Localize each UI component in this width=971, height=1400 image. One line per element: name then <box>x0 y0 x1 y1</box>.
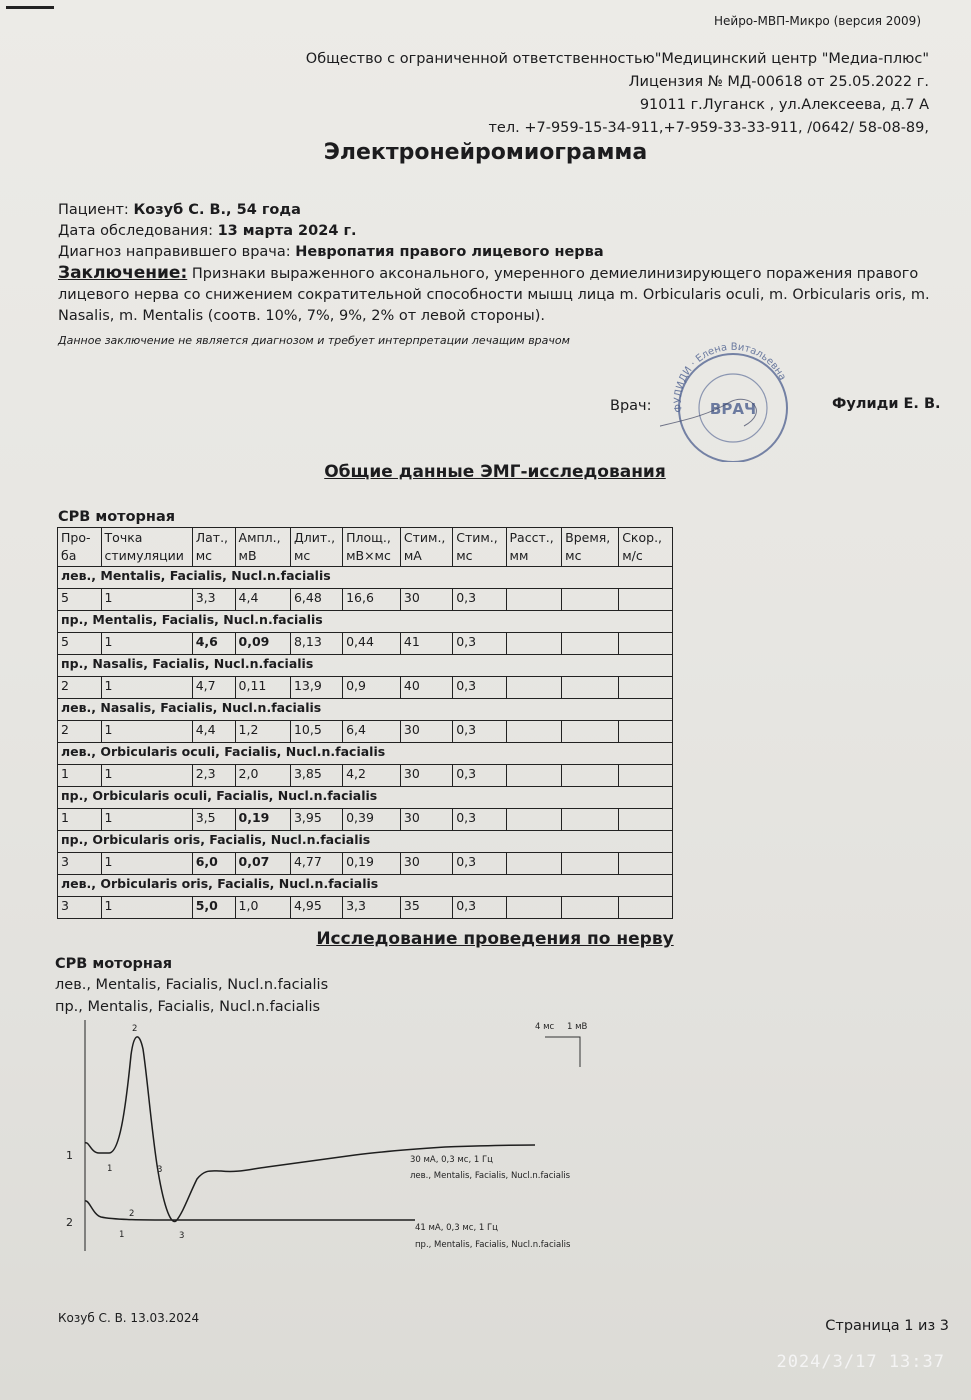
table-cell <box>506 633 562 655</box>
table-row <box>58 809 673 831</box>
diagnosis-value: Невропатия правого лицевого нерва <box>295 244 604 260</box>
table-cell: 1,0 <box>235 897 290 919</box>
trace-2-stim: 41 мА, 0,3 мс, 1 Гц <box>415 1223 498 1233</box>
table-group-row <box>58 655 673 677</box>
group-name: лев., Orbicularis oculi, Facialis, Nucl.n.facialis <box>58 743 673 765</box>
srv-motor-heading-2: СРВ моторная <box>55 956 173 972</box>
column-header-line: мВ×мс <box>346 548 391 563</box>
table-cell <box>619 633 673 655</box>
column-header <box>506 528 562 567</box>
table-cell: 3,85 <box>290 765 342 787</box>
photo-timestamp: 2024/3/17 13:37 <box>776 1352 945 1372</box>
table-cell: 3,3 <box>192 589 235 611</box>
table-cell: 1 <box>101 677 192 699</box>
column-header <box>400 528 452 567</box>
table-cell: 30 <box>400 721 452 743</box>
exam-date-value: 13 марта 2024 г. <box>217 223 357 239</box>
table-cell <box>562 633 619 655</box>
table-group-row <box>58 611 673 633</box>
column-header-line: стимуляции <box>104 548 184 563</box>
table-cell <box>506 721 562 743</box>
column-header-line: мс <box>565 548 582 563</box>
table-cell <box>619 897 673 919</box>
group-name: пр., Orbicularis oculi, Facialis, Nucl.n.facialis <box>58 787 673 809</box>
table-cell: 0,3 <box>453 721 506 743</box>
table-cell <box>562 809 619 831</box>
stamp-ring-text: ФУЛИДИ · Елена Витальевна <box>672 342 788 414</box>
trace-2-marker-3: 3 <box>179 1231 185 1241</box>
trace-1-line <box>85 1037 535 1222</box>
table-cell: 1 <box>58 809 102 831</box>
table-cell <box>562 853 619 875</box>
table-cell: 2 <box>58 677 102 699</box>
column-header-line: Про- <box>61 530 91 545</box>
table-cell <box>619 853 673 875</box>
table-group-row <box>58 699 673 721</box>
table-cell <box>506 809 562 831</box>
trace-2-index: 2 <box>66 1216 73 1229</box>
table-cell: 0,3 <box>453 853 506 875</box>
scale-amp-label: 1 мВ <box>567 1022 588 1032</box>
table-cell: 2 <box>58 721 102 743</box>
table-cell: 1 <box>58 765 102 787</box>
patient-info <box>58 200 604 263</box>
table-cell: 4,2 <box>343 765 401 787</box>
table-cell <box>562 765 619 787</box>
scale-time-label: 4 мс <box>535 1022 555 1032</box>
organization-block <box>306 48 929 140</box>
srv-motor-heading: СРВ моторная <box>58 509 176 525</box>
table-cell <box>506 589 562 611</box>
section-emg-title: Общие данные ЭМГ-исследования <box>324 462 666 482</box>
table-row <box>58 633 673 655</box>
column-header-line: Лат., <box>195 530 229 545</box>
column-header-line: Ампл., <box>238 530 281 545</box>
table-cell <box>506 677 562 699</box>
column-header-line: мА <box>403 548 422 563</box>
table-group-row <box>58 831 673 853</box>
table-row <box>58 897 673 919</box>
table-cell: 30 <box>400 765 452 787</box>
table-cell <box>562 721 619 743</box>
group-name: лев., Orbicularis oris, Facialis, Nucl.n.facialis <box>58 875 673 897</box>
table-cell: 4,4 <box>235 589 290 611</box>
table-cell: 6,4 <box>343 721 401 743</box>
table-cell: 3 <box>58 897 102 919</box>
table-cell <box>619 677 673 699</box>
table-header-row <box>58 528 673 567</box>
table-cell: 0,19 <box>343 853 401 875</box>
column-header <box>562 528 619 567</box>
table-cell: 2,3 <box>192 765 235 787</box>
table-cell: 3,5 <box>192 809 235 831</box>
trace-1-marker-1: 1 <box>107 1164 113 1174</box>
footer-patient-date: Козуб С. В. 13.03.2024 <box>58 1311 200 1325</box>
trace-2-line <box>85 1201 415 1220</box>
section-nerve-title: Исследование проведения по нерву <box>316 929 674 949</box>
table-cell <box>506 853 562 875</box>
stamp-center-text: ВРАЧ <box>709 400 757 418</box>
nerve-line-right: пр., Mentalis, Facialis, Nucl.n.facialis <box>55 999 321 1015</box>
table-cell <box>562 677 619 699</box>
disclaimer: Данное заключение не является диагнозом и требует интерпретации лечащим врачом <box>58 334 570 347</box>
table-cell: 35 <box>400 897 452 919</box>
group-name: пр., Nasalis, Facialis, Nucl.n.facialis <box>58 655 673 677</box>
table-cell <box>562 589 619 611</box>
table-cell <box>619 589 673 611</box>
table-cell: 6,0 <box>192 853 235 875</box>
column-header-line: м/с <box>622 548 643 563</box>
table-cell: 0,44 <box>343 633 401 655</box>
table-cell: 3 <box>58 853 102 875</box>
column-header-line: Время, <box>565 530 611 545</box>
table-cell: 0,3 <box>453 589 506 611</box>
table-row <box>58 721 673 743</box>
table-cell: 3,95 <box>290 809 342 831</box>
document-title: Электронейромиограмма <box>323 140 648 165</box>
table-cell <box>619 765 673 787</box>
table-cell: 5 <box>58 589 102 611</box>
table-group-row <box>58 787 673 809</box>
table-cell: 40 <box>400 677 452 699</box>
column-header-line: Длит., <box>293 530 336 545</box>
column-header <box>58 528 102 567</box>
doctor-stamp <box>660 342 806 462</box>
group-name: лев., Mentalis, Facialis, Nucl.n.facialis <box>58 567 673 589</box>
table-group-row <box>58 567 673 589</box>
table-cell: 0,11 <box>235 677 290 699</box>
trace-1-name: лев., Mentalis, Facialis, Nucl.n.facialis <box>410 1171 571 1181</box>
table-cell <box>562 897 619 919</box>
conclusion-text: Признаки выраженного аксонального, умеренного демиелинизирующего поражения правого лицевого нерва со снижением сократительной способности мышц лица m. Orbicularis oculi, m. Orbicularis oris, m. Nasalis, m. Mentalis (соотв. 10%, 7%, 9%, 2% от левой стороны). <box>58 266 930 324</box>
conclusion <box>58 263 938 327</box>
trace-2-name: пр., Mentalis, Facialis, Nucl.n.facialis <box>415 1240 571 1250</box>
table-cell: 30 <box>400 809 452 831</box>
group-name: пр., Mentalis, Facialis, Nucl.n.facialis <box>58 611 673 633</box>
column-header <box>101 528 192 567</box>
organization-name: Общество с ограниченной ответственностью"Медицинский центр "Медиа-плюс" <box>305 51 929 67</box>
emg-waveform-plot <box>55 1015 615 1255</box>
table-cell: 0,09 <box>235 633 290 655</box>
column-header <box>192 528 235 567</box>
phone-line: тел. +7-959-15-34-911,+7-959-33-33-911, /0642/ 58-08-89, <box>488 120 929 136</box>
table-row <box>58 765 673 787</box>
table-cell: 6,48 <box>290 589 342 611</box>
table-cell: 0,3 <box>453 633 506 655</box>
column-header-line: мс <box>456 548 473 563</box>
doctor-label: Врач: <box>610 398 652 414</box>
trace-2-marker-2: 2 <box>129 1209 135 1219</box>
column-header-line: Точка <box>104 530 143 545</box>
table-cell <box>506 897 562 919</box>
table-cell: 4,77 <box>290 853 342 875</box>
exam-date-label: Дата обследования: <box>58 223 213 239</box>
column-header-line: мм <box>509 548 529 563</box>
table-cell <box>506 765 562 787</box>
column-header-line: Скор., <box>622 530 663 545</box>
table-cell <box>619 721 673 743</box>
table-cell: 0,3 <box>453 677 506 699</box>
table-group-row <box>58 875 673 897</box>
table-cell: 30 <box>400 853 452 875</box>
column-header-line: ба <box>61 548 77 563</box>
table-cell: 0,39 <box>343 809 401 831</box>
trace-1-stim: 30 мА, 0,3 мс, 1 Гц <box>410 1155 493 1165</box>
table-cell: 41 <box>400 633 452 655</box>
table-cell: 16,6 <box>343 589 401 611</box>
table-cell: 0,07 <box>235 853 290 875</box>
table-cell: 3,3 <box>343 897 401 919</box>
column-header <box>619 528 673 567</box>
table-row <box>58 589 673 611</box>
group-name: пр., Orbicularis oris, Facialis, Nucl.n.facialis <box>58 831 673 853</box>
table-row <box>58 853 673 875</box>
column-header <box>343 528 401 567</box>
table-cell: 2,0 <box>235 765 290 787</box>
table-cell: 4,6 <box>192 633 235 655</box>
table-cell: 0,3 <box>453 897 506 919</box>
table-cell: 1 <box>101 721 192 743</box>
column-header <box>235 528 290 567</box>
column-header-line: Площ., <box>346 530 391 545</box>
table-cell: 1 <box>101 809 192 831</box>
trace-1-index: 1 <box>66 1149 73 1162</box>
trace-1-marker-2: 2 <box>132 1024 138 1034</box>
column-header-line: Стим., <box>403 530 446 545</box>
column-header-line: Расст., <box>509 530 554 545</box>
column-header-line: мВ <box>238 548 257 563</box>
trace-1-marker-3: 3 <box>157 1165 163 1175</box>
table-cell: 13,9 <box>290 677 342 699</box>
patient-label: Пациент: <box>58 202 129 218</box>
table-cell: 8,13 <box>290 633 342 655</box>
table-cell: 1 <box>101 853 192 875</box>
table-body <box>58 567 673 919</box>
table-cell: 1,2 <box>235 721 290 743</box>
group-name: лев., Nasalis, Facialis, Nucl.n.facialis <box>58 699 673 721</box>
corner-mark <box>6 6 54 9</box>
table-cell: 5 <box>58 633 102 655</box>
table-cell: 10,5 <box>290 721 342 743</box>
table-cell: 30 <box>400 589 452 611</box>
column-header <box>453 528 506 567</box>
table-cell: 1 <box>101 765 192 787</box>
table-cell: 4,4 <box>192 721 235 743</box>
table-group-row <box>58 743 673 765</box>
table-cell: 1 <box>101 897 192 919</box>
address-line: 91011 г.Луганск , ул.Алексеева, д.7 А <box>639 97 929 113</box>
table-cell: 1 <box>101 589 192 611</box>
column-header-line: Стим., <box>456 530 498 545</box>
table-cell: 0,3 <box>453 809 506 831</box>
table-cell <box>619 809 673 831</box>
diagnosis-label: Диагноз направившего врача: <box>58 244 291 260</box>
conclusion-heading: Заключение: <box>58 263 188 283</box>
nerve-line-left: лев., Mentalis, Facialis, Nucl.n.facialis <box>55 977 329 993</box>
column-header-line: мс <box>195 548 213 563</box>
column-header-line: мс <box>293 548 311 563</box>
table-cell: 1 <box>101 633 192 655</box>
table-cell: 0,19 <box>235 809 290 831</box>
emg-table <box>57 527 673 919</box>
license-line: Лицензия № МД-00618 от 25.05.2022 г. <box>628 74 929 90</box>
table-cell: 5,0 <box>192 897 235 919</box>
table-cell: 0,9 <box>343 677 401 699</box>
column-header <box>290 528 342 567</box>
table-cell: 0,3 <box>453 765 506 787</box>
trace-2-marker-1: 1 <box>119 1230 125 1240</box>
software-version: Нейро-МВП-Микро (версия 2009) <box>713 14 921 28</box>
table-cell: 4,95 <box>290 897 342 919</box>
table-row <box>58 677 673 699</box>
table-cell: 4,7 <box>192 677 235 699</box>
patient-value: Козуб С. В., 54 года <box>133 202 301 218</box>
page-number: Страница 1 из 3 <box>825 1318 949 1334</box>
scale-bar <box>545 1037 580 1067</box>
doctor-name: Фулиди Е. В. <box>832 396 941 412</box>
